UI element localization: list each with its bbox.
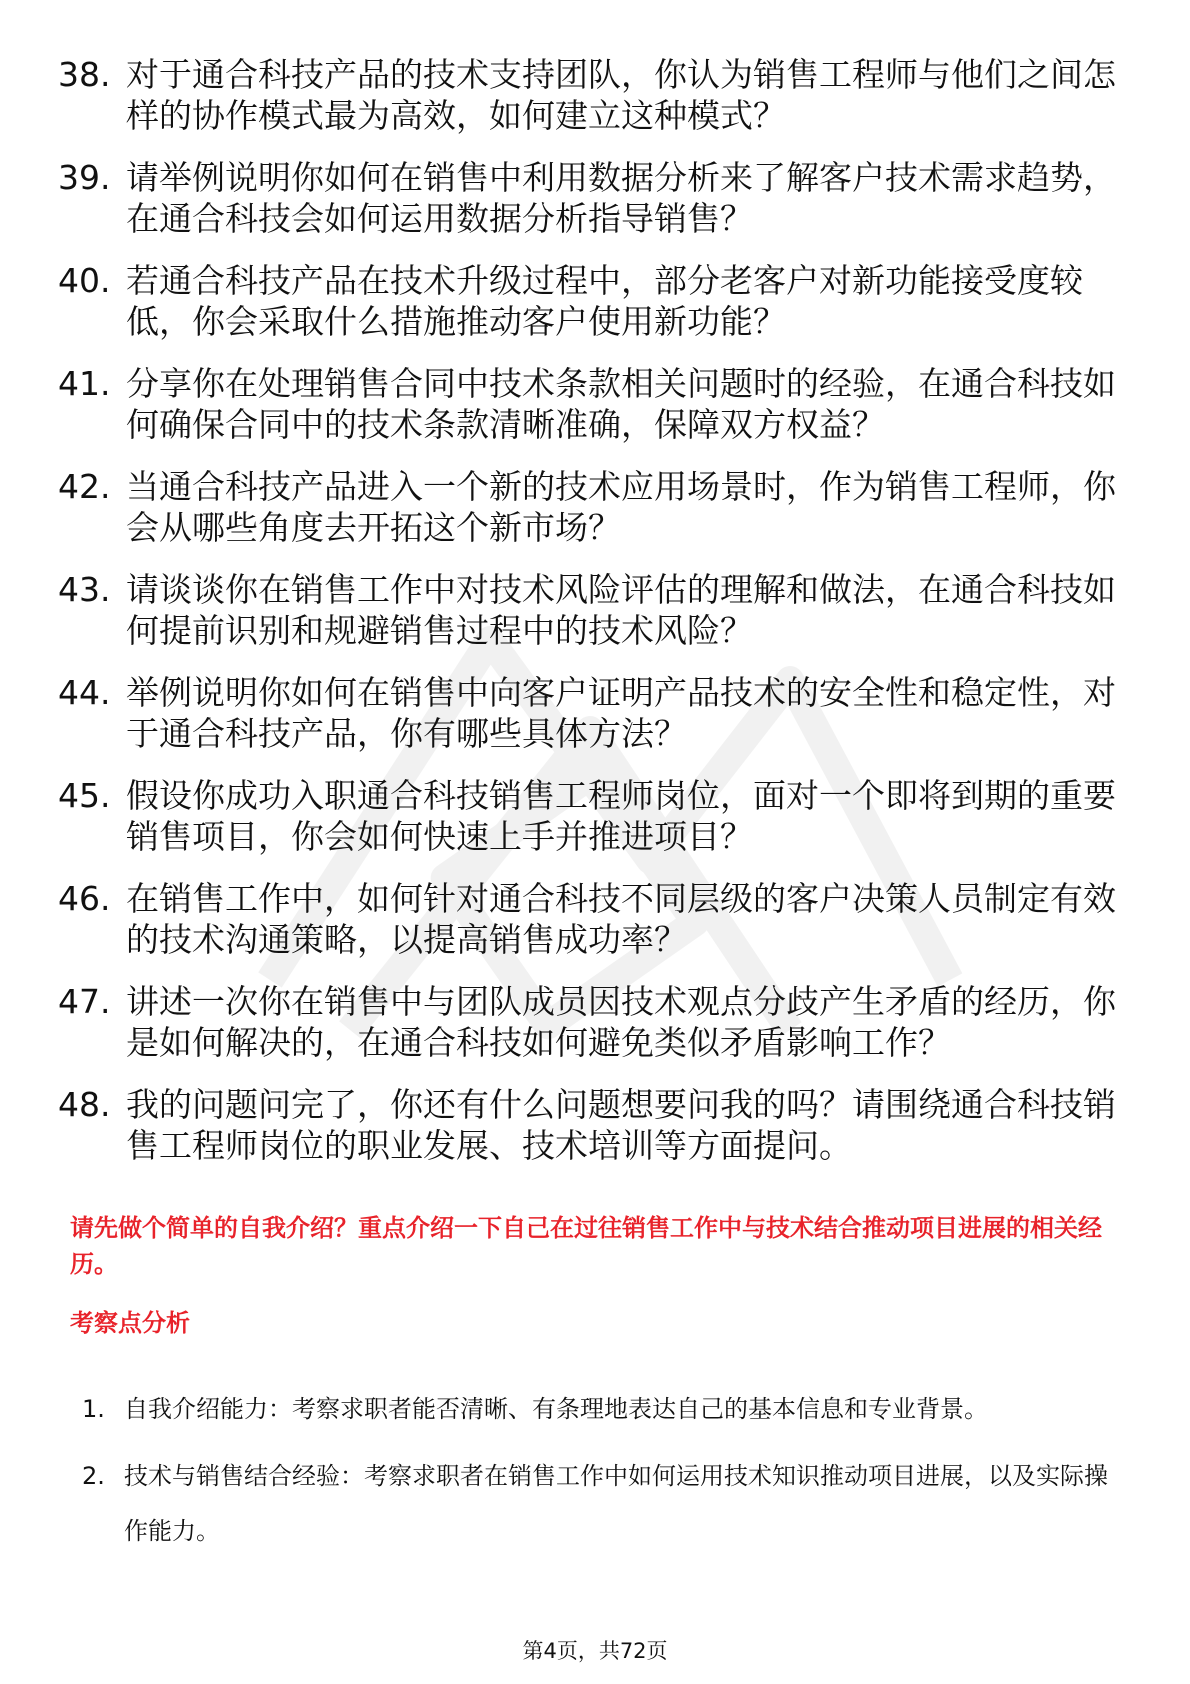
- question-text: 假设你成功入职通合科技销售工程师岗位，面对一个即将到期的重要销售项目，你会如何快速上手并推进项目？: [126, 776, 1116, 856]
- question-item: [58, 981, 1128, 1063]
- question-number: 40.: [58, 261, 111, 300]
- question-text: 若通合科技产品在技术升级过程中，部分老客户对新功能接受度较低，你会采取什么措施推动客户使用新功能？: [126, 261, 1083, 341]
- question-text: 分享你在处理销售合同中技术条款相关问题时的经验，在通合科技如何确保合同中的技术条款清晰准确，保障双方权益？: [126, 364, 1116, 444]
- analysis-text: 技术与销售结合经验：考察求职者在销售工作中如何运用技术知识推动项目进展，以及实际操作能力。: [124, 1462, 1108, 1545]
- question-number: 45.: [58, 776, 111, 815]
- question-text: 对于通合科技产品的技术支持团队，你认为销售工程师与他们之间怎样的协作模式最为高效，如何建立这种模式？: [126, 55, 1116, 135]
- analysis-number: 1.: [82, 1395, 105, 1423]
- question-item: [58, 363, 1128, 445]
- question-number: 38.: [58, 55, 111, 94]
- question-text: 在销售工作中，如何针对通合科技不同层级的客户决策人员制定有效的技术沟通策略，以提高销售成功率？: [126, 879, 1116, 959]
- question-item: [58, 1084, 1128, 1166]
- question-number: 47.: [58, 982, 111, 1021]
- analysis-number: 2.: [82, 1462, 105, 1490]
- highlight-question: 请先做个简单的自我介绍？重点介绍一下自己在过往销售工作中与技术结合推动项目进展的相关经历。: [70, 1214, 1102, 1278]
- question-number: 39.: [58, 158, 111, 197]
- question-item: [58, 569, 1128, 651]
- question-item: [58, 260, 1128, 342]
- question-text: 讲述一次你在销售中与团队成员因技术观点分歧产生矛盾的经历，你是如何解决的，在通合科技如何避免类似矛盾影响工作？: [126, 982, 1116, 1062]
- question-item: [58, 54, 1128, 136]
- question-text: 举例说明你如何在销售中向客户证明产品技术的安全性和稳定性，对于通合科技产品，你有哪些具体方法？: [126, 673, 1116, 753]
- question-number: 44.: [58, 673, 111, 712]
- analysis-item: [82, 1382, 1122, 1437]
- question-item: [58, 672, 1128, 754]
- question-item: [58, 466, 1128, 548]
- question-number: 48.: [58, 1085, 111, 1124]
- question-number: 42.: [58, 467, 111, 506]
- question-item: [58, 775, 1128, 857]
- question-item: [58, 157, 1128, 239]
- question-item: [58, 878, 1128, 960]
- question-text: 当通合科技产品进入一个新的技术应用场景时，作为销售工程师，你会从哪些角度去开拓这个新市场？: [126, 467, 1116, 547]
- question-list: [58, 54, 1128, 1187]
- question-number: 43.: [58, 570, 111, 609]
- analysis-list: [82, 1382, 1122, 1571]
- question-number: 46.: [58, 879, 111, 918]
- question-number: 41.: [58, 364, 111, 403]
- analysis-title: 考察点分析: [70, 1309, 190, 1337]
- question-text: 我的问题问完了，你还有什么问题想要问我的吗？请围绕通合科技销售工程师岗位的职业发展、技术培训等方面提问。: [126, 1085, 1116, 1165]
- question-text: 请举例说明你如何在销售中利用数据分析来了解客户技术需求趋势，在通合科技会如何运用数据分析指导销售？: [126, 158, 1116, 238]
- question-text: 请谈谈你在销售工作中对技术风险评估的理解和做法，在通合科技如何提前识别和规避销售过程中的技术风险？: [126, 570, 1116, 650]
- analysis-item: [82, 1449, 1122, 1559]
- analysis-text: 自我介绍能力：考察求职者能否清晰、有条理地表达自己的基本信息和专业背景。: [124, 1395, 988, 1423]
- page-footer: 第4页，共72页: [522, 1639, 668, 1663]
